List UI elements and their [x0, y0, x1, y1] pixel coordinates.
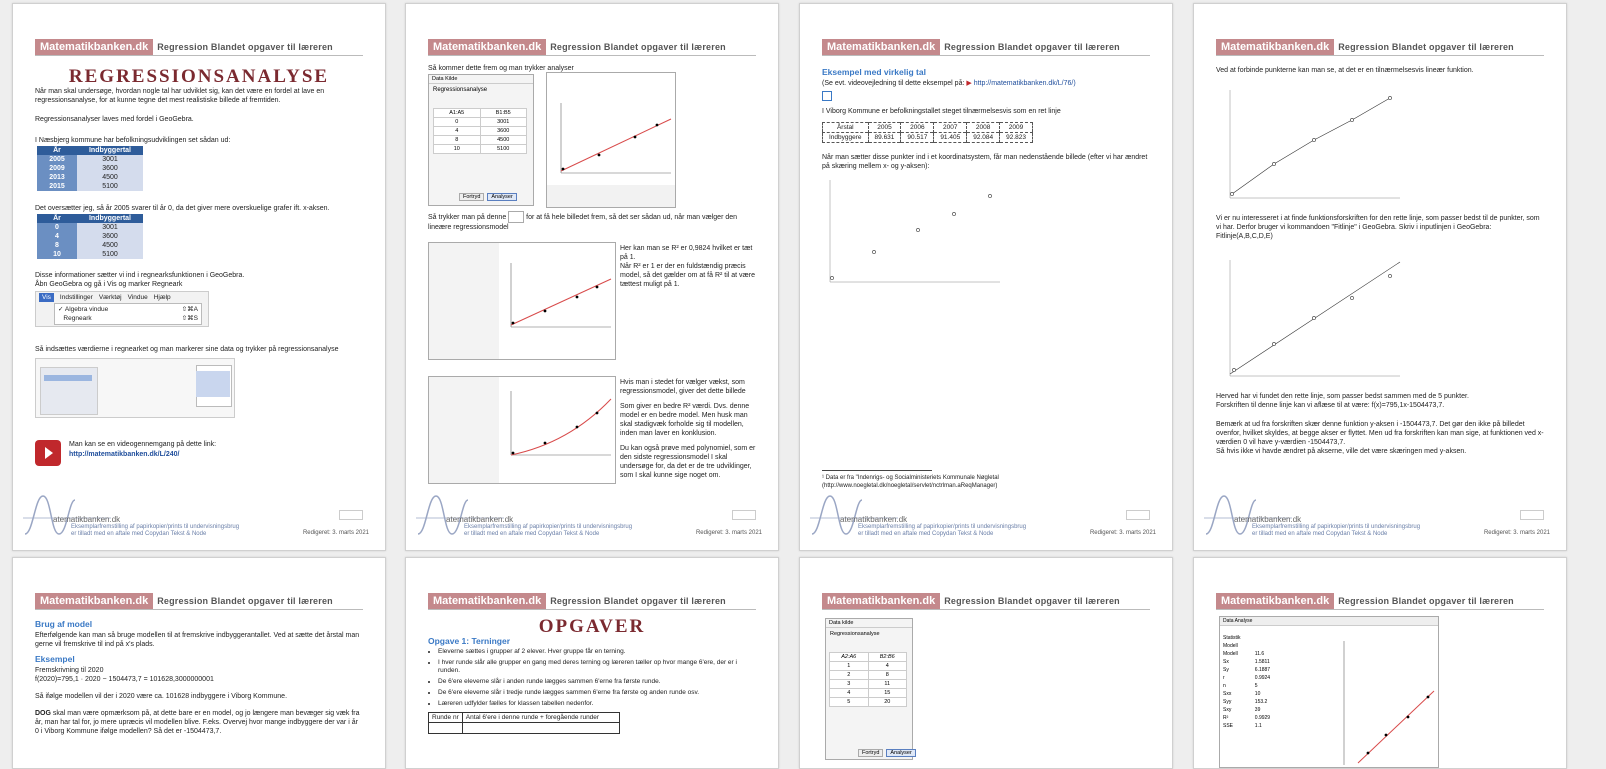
page-1	[12, 3, 386, 551]
page-footer: atematikbanken.dk Eksemplarfremstilling af papirkopier/prints til undervisningsbrug er tilladt med en aftale med Copydan Tekst & Node Redigeret: 3. marts 2021	[1194, 488, 1566, 550]
paragraph: Forskriften til denne linje kan vi aflæse til at være: f(x)=795,1x-1504473,7.	[1216, 402, 1445, 409]
page-header: Matematikbanken.dk Regression Blandet opgaver til læreren	[822, 593, 1120, 609]
page-3	[799, 3, 1173, 551]
page-header: Matematikbanken.dk Regression Blandet opgaver til læreren	[1216, 593, 1514, 609]
page-footer: atematikbanken.dk Eksemplarfremstilling af papirkopier/prints til undervisningsbrug er tilladt med en aftale med Copydan Tekst & Node Redigeret: 3. marts 2021	[800, 488, 1172, 550]
regression-window-3	[428, 376, 616, 484]
page-footer: atematikbanken.dk Eksemplarfremstilling af papirkopier/prints til undervisningsbrug er tilladt med en aftale med Copydan Tekst & Node Redigeret: 3. marts 2021	[13, 488, 385, 550]
page-5	[12, 557, 386, 769]
paragraph: Så indsættes værdierne i regnearket og man markerer sine data og trykker på regressionsanalyse	[35, 346, 339, 353]
list-item: • De 6'ere eleverne slår i tredje runde lægges sammen 6'erne fra første og anden runde osv.	[438, 689, 756, 697]
formula: f(2020)=795,1 · 2020 − 1504473,7 = 101628,3000000001	[35, 676, 214, 683]
analyser-button[interactable]: Analyser	[886, 749, 915, 757]
page-8	[1193, 557, 1567, 769]
footnote: ¹ Data er fra "Indenrigs- og Socialministeriets Kommunale Nøgletal	[822, 475, 999, 481]
list-item: • Læreren udfylder fælles for klassen tabellen nedenfor.	[438, 700, 756, 708]
paragraph: Regressionsanalyser laves med fordel i GeoGebra.	[35, 116, 194, 123]
regression-graph-2	[429, 243, 615, 359]
regression-window-1	[546, 72, 676, 208]
data-source-dialog: Data Kilde Regressionsanalyse A1:A5 B1:B5 0 3001 4 3600 8 4500 10 5100 Fortryd Analyser	[428, 74, 534, 206]
page-header: Matematikbanken.dk Regression Blandet opgaver til læreren	[1216, 39, 1514, 55]
page-header: Matematikbanken.dk Regression Blandet opgaver til læreren	[35, 593, 333, 609]
task-list	[428, 648, 756, 708]
menu-item-regneark[interactable]: Regneark	[63, 315, 92, 322]
paragraph: Når R² er 1 er der en fuldstændig præcis model, så det gælder om at få R² til at være tættest muligt på 1.	[620, 263, 755, 288]
paragraph: DOG skal man være opmærksom på, at dette bare er en model, og jo længere man bevæger sig væk fra år, man har tal for, jo mere upræcis vil modellen blive. F.eks. Overvej hvor mange indbyggere der var i år 0 i Viborg Kommune ifølge modellen? Så det er -1504473,7.	[35, 710, 360, 735]
paragraph: Hvis man i stedet for vælger vækst, som regressionsmodel, giver det dette billede	[620, 379, 746, 395]
video-link[interactable]: http://matematikbanken.dk/L/76/)	[973, 80, 1076, 87]
video-box	[35, 440, 363, 470]
menu-vindue[interactable]: Vindue	[127, 294, 148, 301]
paragraph: Her kan man se R² er 0,9824 hvilket er tæt på 1.	[620, 245, 753, 261]
data-source-dialog: Data kilde Regressionsanalyse A2:A6 B2:B6 1 4 2 8 3 11 4 15 5 20 Fortryd Analyser	[825, 618, 913, 760]
list-item: • Eleverne sættes i grupper af 2 elever. Hver gruppe får en terning.	[438, 648, 756, 656]
youtube-icon[interactable]	[35, 440, 61, 466]
menu-vaerktoej[interactable]: Værktøj	[98, 294, 122, 301]
analyser-button[interactable]: Analyser	[487, 193, 516, 201]
fortryd-button[interactable]: Fortryd	[459, 193, 484, 201]
menu-item-algebra[interactable]: Algebra vindue	[64, 306, 109, 313]
section-heading: Eksempel med virkelig tal	[822, 67, 926, 77]
section-heading: Eksempel	[35, 654, 75, 664]
video-icon: ▶	[966, 80, 972, 87]
population-table-1: År Indbyggertal 2005 3001 2009 3600 2013 4500 2015 5100	[37, 146, 143, 191]
video-link[interactable]: http://matematikbanken.dk/L/240/	[69, 451, 180, 458]
stats-table: Statistik Modell Modell 11.6 Sx 1.5811 Sy 6.1887 r 0.9924 n 5 Sxx 10 Syy 153.2 Sxy 39 R² 0.9929 SSE 1.1	[1223, 635, 1271, 729]
page-2: Matematikbanken.dk Regression Blandet opgaver til læreren Så kommer dette frem og man trykker analyser Data Kilde Regressionsanalyse A1:A5 B1:B5 0 3001 4 3600 8 4500 10 5100 Fortryd Analyser Så trykker man på denne for at få hele billedet frem, så det ser sådan ud, når man vælger den lineære regressionsmodel Her kan man se R² er 0,9824 hvilket er tæt på 1. Når R² er 1 er der en fuldstændig præcis model, så det gælder om at få R² til at være tættest muligt på 1. Hvis man i stedet for vælger vækst, som regressionsmodel, giver det dette billede Som giver en bedre R² værdi. Dvs. denne model er en bedre model. Men husk man skal stadigvæk forholde sig til modellen, inden man laver en konklusion. Du kan også prøve med polynomiel, som er den sidste regressionsmodel I skal undersøge for, da det er de tre udviklinger, som I skal kunne sige noget om. atematikbanken.dk Eksemplarfremstilling af papirkopier/prints til undervisningsbrug er tilladt med en aftale med Copydan Tekst & Node Redigeret: 3. marts 2021	[405, 3, 779, 551]
page-header: Matematikbanken.dk Regression Blandet opgaver til læreren	[822, 39, 1120, 55]
page-header: Matematikbanken.dk Regression Blandet opgaver til læreren	[35, 39, 333, 55]
regression-graph-4	[1338, 637, 1436, 765]
page-footer: atematikbanken.dk Eksemplarfremstilling af papirkopier/prints til undervisningsbrug er tilladt med en aftale med Copydan Tekst & Node Redigeret: 3. marts 2021	[406, 488, 778, 550]
intro-text: Når man skal undersøge, hvordan nogle tal har udviklet sig, kan det være en fordel at lave en regressionsanalyse, for at kunne tegne det mest realistiske billede af fremtiden.	[35, 88, 325, 104]
dice-table: Runde nr Antal 6'ere i denne runde + foregående runder	[428, 712, 620, 734]
paragraph: Du kan også prøve med polynomiel, som er den sidste regressionsmodel I skal undersøge for, da det er de tre udviklinger, som I skal kunne sige noget om.	[620, 445, 756, 479]
paragraph: Så ifølge modellen vil der i 2020 være ca. 101628 indbyggere i Viborg Kommune.	[35, 693, 288, 700]
data-analysis-window: Data Analyse Statistik Modell Modell 11.6 Sx 1.5811 Sy 6.1887 r 0.9924 n 5 Sxx 10 Syy 153.2 Sxy 39 R² 0.9929 SSE 1.1	[1219, 616, 1439, 768]
regression-graph-3	[429, 377, 615, 483]
section-heading: Brug af model	[35, 619, 93, 629]
footnote-link[interactable]: (http://www.noegletal.dk/noegletal/servlet/nctrlman.aReqManager)	[822, 483, 998, 489]
connected-points-plot	[1224, 86, 1404, 204]
regression-graph-1	[547, 73, 675, 207]
page-7	[799, 557, 1173, 769]
geogebra-menu-screenshot: Vis Indstillinger Værktøj Vindue Hjælp ✓ Algebra vindue ⇧⌘A Regneark ⇧⌘S	[35, 291, 209, 327]
page-title: OPGAVER	[538, 616, 646, 637]
section-heading: Opgave 1: Terninger	[428, 636, 511, 646]
paragraph: Disse informationer sætter vi ind i regnearksfunktionen i GeoGebra.	[35, 272, 245, 279]
paragraph: Efterfølgende kan man så bruge modellen til at fremskrive indbyggerantallet. Ved at sætte det årstal man gerne vil fremskrive til ind på x's plads.	[35, 632, 360, 648]
dialog-table: A1:A5 B1:B5 0 3001 4 3600 8 4500 10 5100	[433, 108, 527, 154]
population-table-2: År Indbyggertal 0 3001 4 3600 8 4500 10 5100	[37, 214, 143, 259]
paragraph: Som giver en bedre R² værdi. Dvs. denne model er en bedre model. Men husk man skal stadigvæk forholde sig til modellen, inden man laver en konklusion.	[620, 403, 750, 437]
list-item: • I hver runde slår alle grupper en gang med deres terning og læreren tæller op hvor mange 6'ere, der er i runden.	[438, 659, 756, 675]
scatter-plot-viborg	[822, 174, 1002, 289]
paragraph: (Se evt. videovejledning til dette eksempel på:	[822, 80, 965, 87]
menu-indstillinger[interactable]: Indstillinger	[59, 294, 93, 301]
page-header: Matematikbanken.dk Regression Blandet opgaver til læreren	[428, 39, 726, 55]
regression-window-2	[428, 242, 616, 360]
viborg-table: Årstal 2005 2006 2007 2008 2009 Indbyggere 89.631 90.517 91.405 92.084 92.823	[822, 122, 1033, 143]
fitline-plot	[1224, 256, 1404, 382]
link-icon	[822, 91, 832, 101]
menu-hjaelp[interactable]: Hjælp	[153, 294, 171, 301]
page-4	[1193, 3, 1567, 551]
paragraph: I Viborg Kommune er befolkningstallet steget tilnærmelsesvis som en ret linje	[822, 108, 1061, 115]
paragraph: Så hvis ikke vi havde ændret på akserne, ville det være skæringen med y-aksen.	[1216, 448, 1467, 455]
page-title: REGRESSIONSANALYSE	[68, 66, 330, 87]
paragraph: Det oversætter jeg, så år 2005 svarer til år 0, da det giver mere overskuelige grafer ift. x-aksen.	[35, 205, 330, 212]
page-header: Matematikbanken.dk Regression Blandet opgaver til læreren	[428, 593, 726, 609]
paragraph: Åbn GeoGebra og gå i Vis og marker Regneark	[35, 281, 183, 288]
paragraph: Vi er nu interesseret i at finde funktionsforskriften for den rette linje, som passer bedst til de punkter, som vi har. Derfor bruger vi kommandoen "Fitlinje" i GeoGebra. Skriv i inputlinjen i GeoGebra: Fitlinje(A,B,C,D,E)	[1216, 215, 1540, 240]
paragraph: Bemærk at ud fra forskriften skær denne funktion y-aksen i -1504473,7. Det gør den ikke på billedet ovenfor, hvilket skyldes, at begge akser er flyttet. Men ud fra forskriften kan man sige, at funktionen ved x-værdien 0 vil have y-værdien -1504473,7.	[1216, 421, 1544, 446]
paragraph: I Næsbjerg kommune har befolkningsudviklingen set sådan ud:	[35, 137, 231, 144]
paragraph: Når man sætter disse punkter ind i et koordinatsystem, får man nedenstående billede (efter vi har ændret på skæring mellem x- og y-aksen):	[822, 154, 1148, 170]
geogebra-spreadsheet-screenshot	[35, 358, 235, 418]
page-6	[405, 557, 779, 769]
paragraph: Herved har vi fundet den rette linje, som passer bedst sammen med de 5 punkter.	[1216, 393, 1469, 400]
sum-button-icon[interactable]	[508, 211, 524, 223]
paragraph: Ved at forbinde punkterne kan man se, at det er en tilnærmelsesvis lineær funktion.	[1216, 67, 1474, 74]
paragraph: Så kommer dette frem og man trykker analyser	[428, 65, 574, 72]
dialog-table: A2:A6 B2:B6 1 4 2 8 3 11 4 15 5 20	[829, 652, 907, 707]
list-item: • De 6'ere eleverne slår i anden runde lægges sammen 6'erne fra første runde.	[438, 678, 756, 686]
fortryd-button[interactable]: Fortryd	[858, 749, 883, 757]
video-text: Man kan se en videogennemgang på dette link:	[69, 441, 217, 448]
menu-vis[interactable]: Vis	[39, 293, 54, 302]
paragraph: Fremskrivning til 2020	[35, 667, 104, 674]
